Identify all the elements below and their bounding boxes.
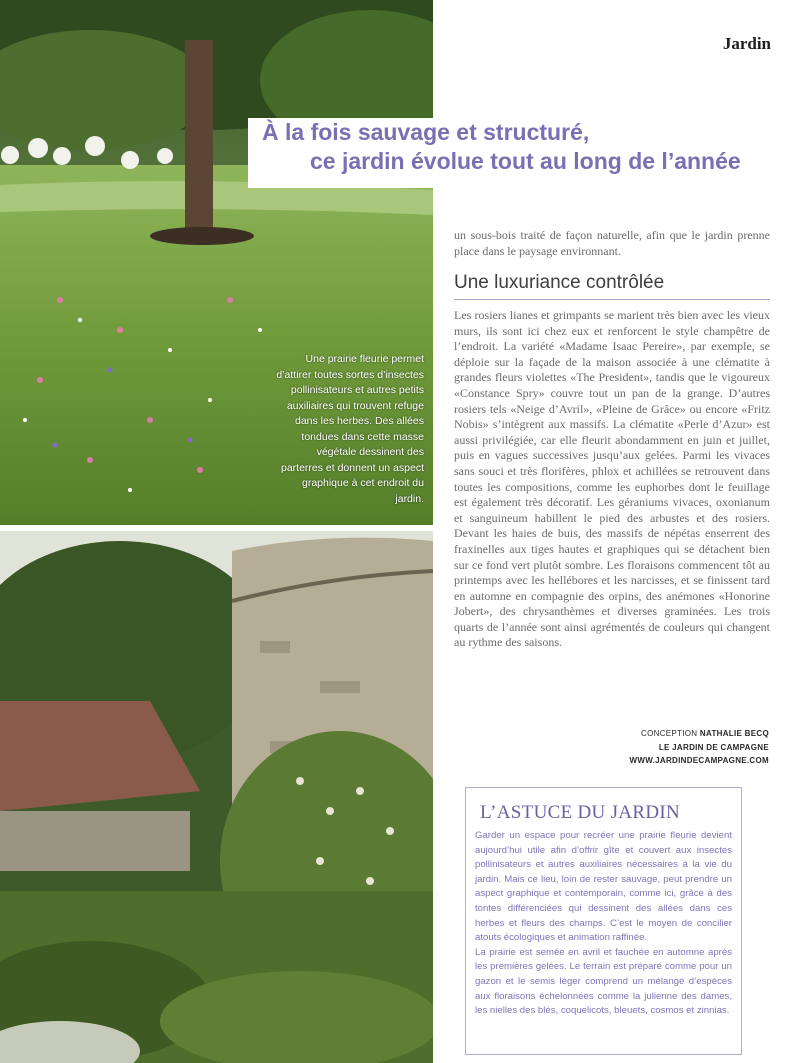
tip-text — [475, 829, 732, 1019]
intro-paragraph: un sous-bois traité de façon naturelle, afin que le jardin prenne place dans le paysage environnant. — [454, 228, 770, 258]
tip-box — [465, 787, 742, 1055]
tip-title: L’ASTUCE DU JARDIN — [480, 802, 680, 823]
garden-tower-photo — [0, 531, 433, 1063]
tip-paragraph-2: La prairie est semée en avril et fauchée en automne après les premières gelées. Le terrain est préparé comme pour un gazon et le semis léger comprend un mélange d’espèces aux floraisons échelonnées comme la julienne des dames, les nielles des blés, coquelicots, bleuets, cosmos et zinnias. — [475, 946, 732, 1017]
credits-designer — [630, 727, 770, 741]
credits — [630, 727, 770, 768]
credits-prefix: CONCEPTION — [641, 729, 698, 738]
section-label: Jardin — [722, 34, 771, 53]
subheading: Une luxuriance contrôlée — [454, 272, 770, 300]
headline-line-1: À la fois sauvage et structuré, — [262, 119, 590, 145]
headline-line-2: ce jardin évolue tout au long de l’année — [310, 148, 741, 174]
body-paragraph: Les rosiers lianes et grimpants se marient très bien avec les vieux murs, ils sont ici chez eux et renforcent le style champêtre de l’endroit. La variété «Madame Isaac Pereire», par exemple, se déploie sur la façade de la maison associée à une clématite à grandes fleurs violettes «The President», tandis que le vigoureux «Constance Spry» couvre tout un pan de la grange. D’autres rosiers tels «Neige d’Avril», «Pleine de Grâce» ou encore «Fritz Nobis» s’intègrent aux massifs. La clématite «Perle d’Azur» est aussi privilégiée, car elle fleurit abondamment en juin et juillet, puis en vagues successives jusqu’aux gelées. Parmi les vivaces sans souci et très florifères, phlox et achillées se retrouvent dans toutes les compositions, comme les euphorbes dont le feuillage est également très décoratif. Les géraniums vivaces, oxonianum et sanguineum habillent le pied des arbustes et des rosiers. Devant les haies de buis, des massifs de népétas enserrent des fraxinelles aux tiges hautes et graphiques qui se détachent bien sur ce fond vert plutôt sombre. Les floraisons commencent tôt au printemps avec les hellébores et les narcisses, et se finissent tard en automne en compagnie des orpins, des anémones «Honorine Jobert», des chrysanthèmes et diverses graminées. Les trois quarts de l’année sont ainsi agrémentés de couleurs qui changent au rythme des saisons. — [454, 308, 770, 650]
credits-garden: LE JARDIN DE CAMPAGNE — [658, 742, 769, 752]
tip-paragraph-1: Garder un espace pour recréer une prairie fleurie devient aujourd’hui utile afin d’offrir gîte et couvert aux insectes pollinisateurs et autres auxiliaires nécessaires à la vie du jardin. Mais ce lieu, loin de rester sauvage, peut prendre un aspect graphique et contemporain, comme ici, grâce à des tontes différenciées qui dessinent des allées dans ces herbes et fleurs des champs. C’est le moyen de concilier atouts écologiques et animation raffinée. — [475, 830, 732, 944]
credits-website[interactable]: WWW.JARDINDECAMPAGNE.COM — [629, 756, 769, 765]
headline — [262, 118, 772, 176]
credits-name: NATHALIE BECQ — [699, 729, 769, 738]
photo-caption: Une prairie fleurie permet d’attirer toutes sortes d’insectes pollinisateurs et autres petits auxiliaires qui trouvent refuge dans les herbes. Des allées tondues dans cette masse végétale dessinent des parterres et donnent un aspect graphique à cet endroit du jardin. — [276, 353, 424, 505]
